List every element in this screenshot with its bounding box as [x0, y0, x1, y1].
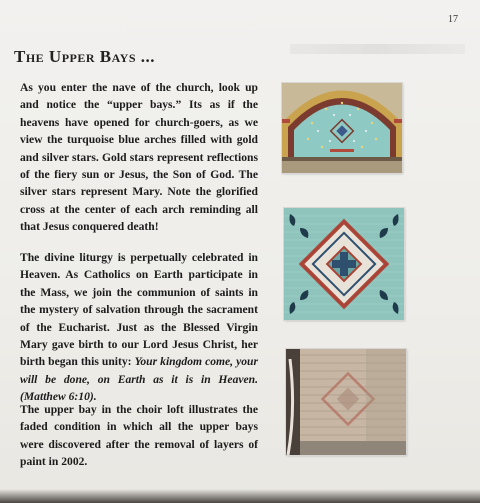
medallion-photo [284, 208, 404, 320]
arch-photo [282, 83, 402, 173]
scripture-quote: Your kingdom come, your will be done, on Earth as it is in Heaven. (Matthew 6:10). [20, 355, 259, 404]
page-bottom-shadow [0, 489, 480, 503]
arch-illustration [282, 83, 402, 173]
paragraph-choir-loft: The upper bay in the choir loft illustrates the faded condition in which all the upper bays were discovered after the removal of layers of paint in 2002. [20, 403, 258, 469]
faded-bay-photo [286, 349, 406, 455]
page-number: 17 [448, 14, 458, 25]
page-title: The Upper Bays ... [14, 47, 156, 66]
paragraph-divine-liturgy-text: The divine liturgy is perpetually celebrated in Heaven. As Catholics on Earth participate in the Mass, we join the communion of saints in the mystery of salvation through the sacrament of the Eucharist. Just as the Blessed Virgin Mary gave birth to our Lord Jesus Christ, her birth began this unity: [20, 251, 258, 369]
medallion-illustration [284, 208, 404, 320]
paragraph-upper-bays-intro: As you enter the nave of the church, look up and notice the “upper bays.” Its as if the heavens have opened for church-goers, as we view the turquoise blue arches filled with gold and silver stars. Gold stars represent reflections of the fiery sun or Jesus, the Son of God. The silver stars represent Mary. Note the glorified cross at the center of each arch reminding all that Jesus conquered death! [20, 81, 258, 234]
paragraph-divine-liturgy [20, 249, 258, 406]
bleed-through-text [290, 44, 465, 54]
faded-bay-illustration [286, 349, 406, 455]
